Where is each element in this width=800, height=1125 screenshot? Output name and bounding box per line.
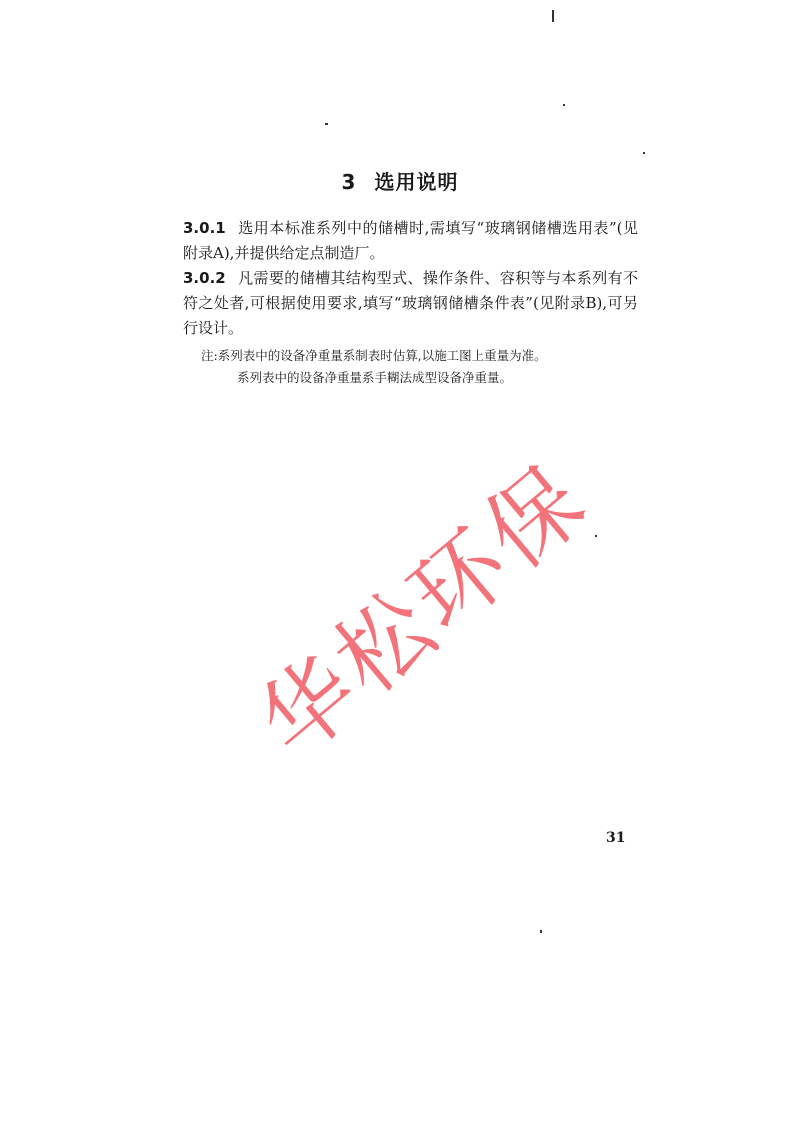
clause-item (183, 216, 638, 266)
clause-number: 3.0.2 (183, 269, 226, 287)
section-number: 3 (341, 170, 357, 194)
page-number: 31 (606, 830, 626, 846)
clause-list (183, 216, 638, 389)
clause-text: 选用本标准系列中的储槽时,需填写“玻璃钢储槽选用表”(见附录A),并提供给定点制造厂。 (183, 219, 638, 262)
section-title: 选用说明 (374, 170, 459, 194)
scan-speck (552, 10, 554, 22)
section-heading (0, 166, 800, 195)
clause-number: 3.0.1 (183, 219, 226, 237)
scan-speck (595, 535, 597, 537)
scan-speck (563, 104, 565, 106)
note-line-1: 注:系列表中的设备净重量系制表时估算,以施工图上重量为准。 (201, 348, 547, 363)
scan-speck (643, 152, 645, 154)
clause-text: 凡需要的储槽其结构型式、操作条件、容积等与本系列有不符之处者,可根据使用要求,填写“玻璃钢储槽条件表”(见附录B),可另行设计。 (183, 269, 638, 337)
scan-speck (540, 930, 542, 933)
clause-item (183, 266, 638, 341)
watermark: 华松环保 (239, 443, 609, 778)
note-line-2: 系列表中的设备净重量系手糊法成型设备净重量。 (237, 370, 513, 385)
scan-speck (325, 123, 328, 125)
